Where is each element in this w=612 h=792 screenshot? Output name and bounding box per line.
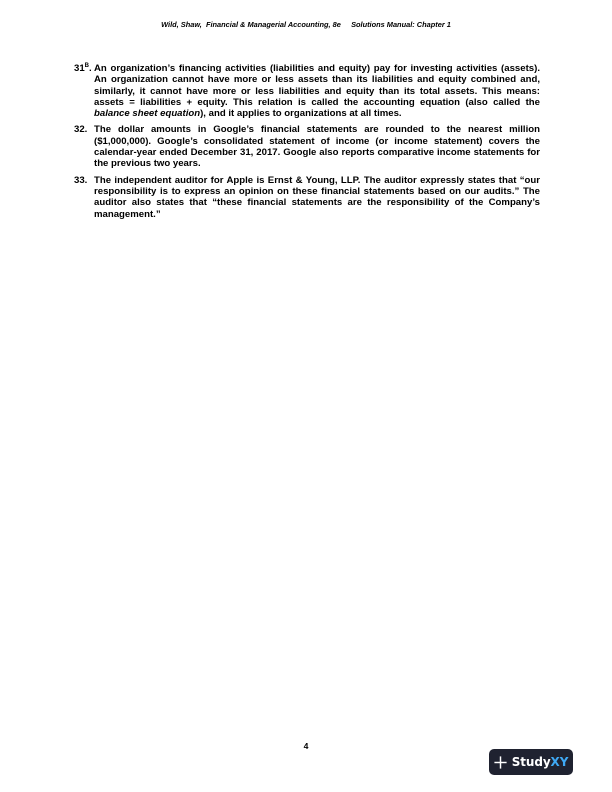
running-header: Wild, Shaw, Financial & Managerial Accounting, 8e Solutions Manual: Chapter 1	[161, 20, 451, 29]
studyxy-badge[interactable]	[489, 749, 573, 775]
question-number-value: 31	[74, 63, 85, 74]
question-number: 32.	[74, 124, 88, 136]
question-31	[74, 63, 540, 119]
question-text-after: ), and it applies to organizations at all times.	[200, 108, 402, 120]
page-number: 4	[303, 741, 309, 751]
question-text: The dollar amounts in Google’s financial statements are rounded to the nearest million ($1,000,000). Google’s consolidated statement of income (or income statement) covers the calendar-year ended December 31, 2017. Google also reports comparative income statements for the previous two years.	[94, 124, 540, 170]
question-text-before: An organization’s financing activities (liabilities and equity) pay for investing activities (assets). An organization cannot have more or less assets than its liabilities and equity combined and, similarly, it cannot have more or less liabilities and equity than its total assets. This means: assets = liabilities + equity. This relation is called the accounting equation (also called the	[94, 63, 540, 108]
question-33	[74, 175, 540, 220]
question-number: $31^B$.	[74, 63, 92, 74]
question-list	[74, 63, 540, 225]
brand-name-part1: Study	[511, 755, 551, 769]
question-32	[74, 124, 540, 169]
question-superscript: B	[84, 63, 90, 69]
plus-sparkle-icon	[494, 756, 507, 769]
question-text: The independent auditor for Apple is Ernst & Young, LLP. The auditor expressly states that “our responsibility is to express an opinion on these financial statements based on our audits.” The auditor also states that “these financial statements are the responsibility of the Company’s management.”	[94, 174, 540, 220]
question-emphasis: balance sheet equation	[94, 108, 201, 120]
brand-name	[512, 755, 569, 769]
brand-name-part2: XY	[550, 755, 569, 769]
question-text	[94, 63, 540, 119]
question-number: 33.	[74, 174, 88, 186]
